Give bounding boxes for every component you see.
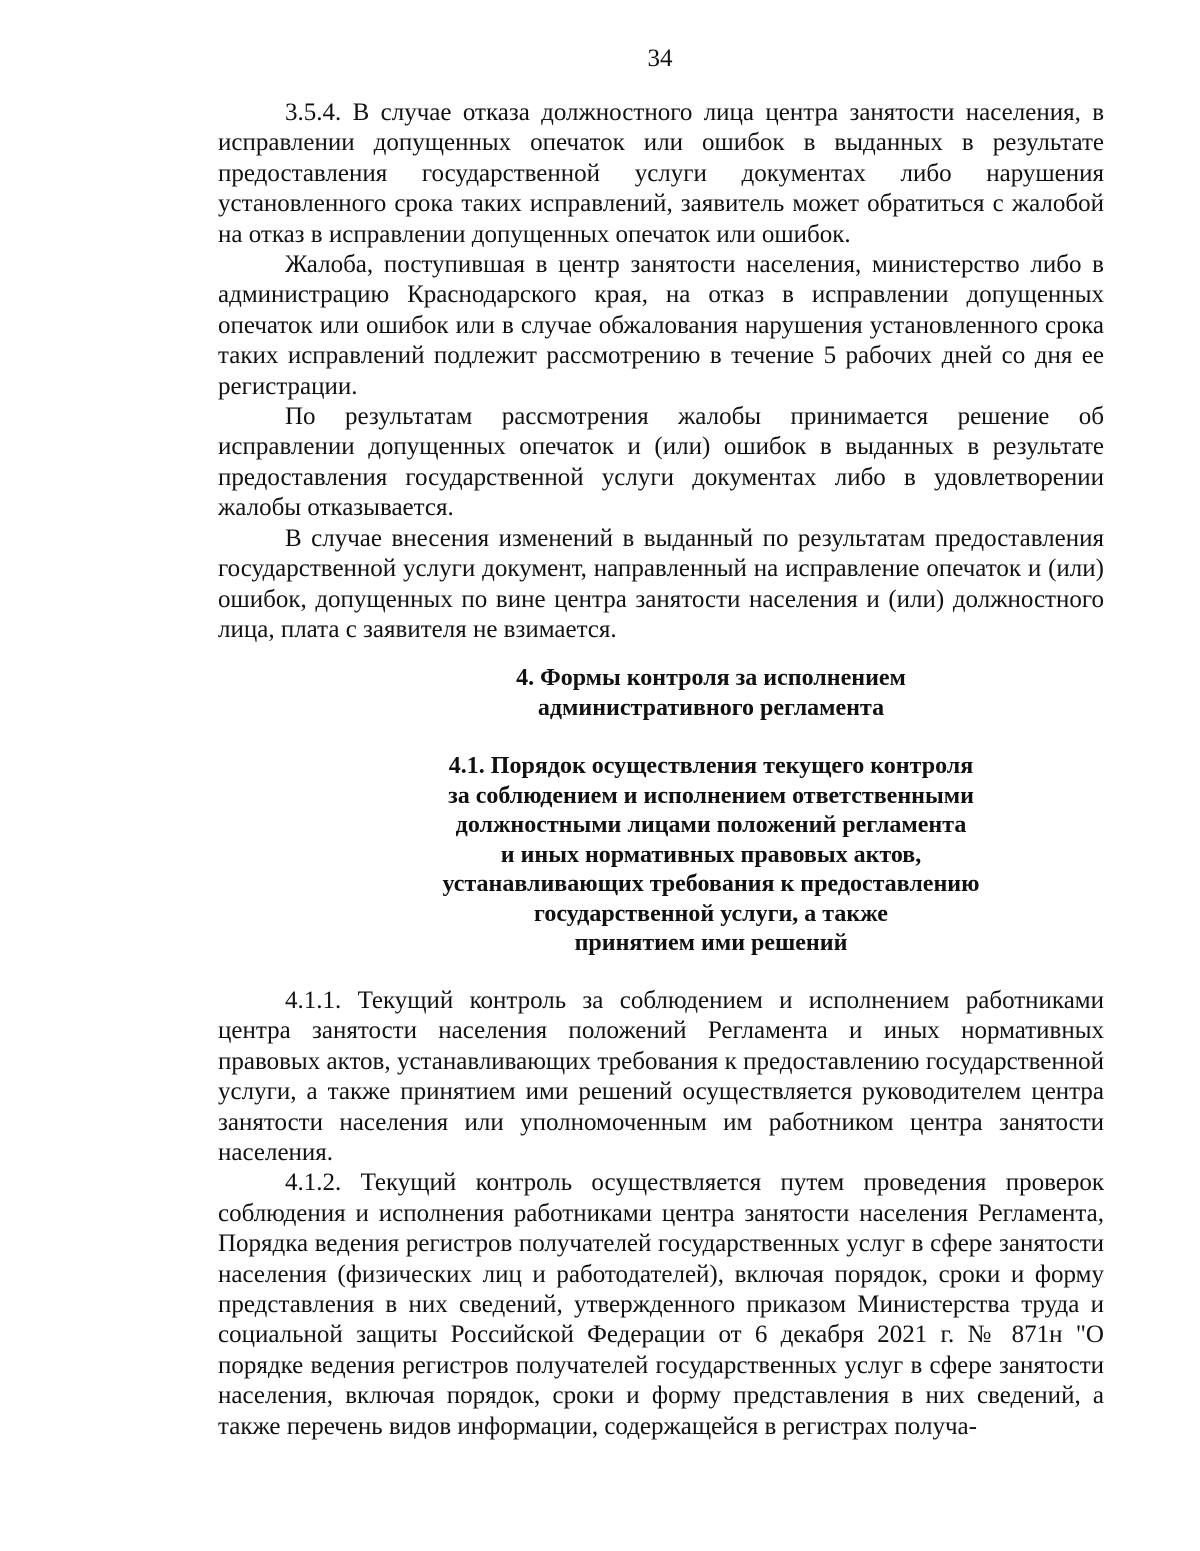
paragraph-decision: По результатам рассмотрения жалобы принимается решение об исправлении допущенных опечаток и (или) ошибок в выданных в результате предоставления государственной услуги документах либо в удовлетворении жалобы отказывается. [218,403,1104,522]
paragraph-no-fee: В случае внесения изменений в выданный по результатам предоставления государственной услуги документ, направленный на исправление опечаток и (или) ошибок, допущенных по вине центра занятости населения и (или) должностного лица, плата с заявителя не взимается. [218,524,1104,643]
page-number: 34 [647,45,673,72]
paragraph-3-5-4: 3.5.4. В случае отказа должностного лица центра занятости населения, в исправлении допущенных опечаток или ошибок в выданных в результате предоставления государственной услуги документах либо нарушения установленного срока таких исправлений, заявитель может обратиться с жалобой на отказ в исправлении допущенных опечаток или ошибок. [218,99,1104,248]
paragraph-4-1-2: 4.1.2. Текущий контроль осуществляется путем проведения проверок соблюдения и исполнения работниками центра занятости населения Регламента, Порядка ведения регистров получателей государственных услуг в сфере занятости населения (физических лиц и работодателей), включая порядок, сроки и форму представления в них сведений, утвержденного приказом Министерства труда и социальной защиты Российской Федерации от 6 декабря 2021 г. № 871н "О порядке ведения регистров получателей государственных услуг в сфере занятости населения, включая порядок, сроки и форму представления в них сведений, а также перечень видов информации, содержащейся в регистрах получа- [218,1169,1104,1440]
subsection-heading-line: устанавливающих требования к предоставлению [442,871,980,897]
subsection-heading [218,752,1104,959]
subsection-heading-line: и иных нормативных правовых актов, [500,841,922,868]
paragraph-4-1-1: 4.1.1. Текущий контроль за соблюдением и исполнением работниками центра занятости населения положений Регламента и иных нормативных правовых актов, устанавливающих требования к предоставлению государственной услуги, а также принятием ими решений осуществляется руководителем центра занятости населения или уполномоченным им работником центра занятости населения. [218,987,1104,1167]
subsection-heading-line: принятием ими решений [574,930,848,956]
subsection-heading-line: за соблюдением и исполнением ответственными [448,782,974,809]
section-heading-line: административного регламента [537,694,885,721]
section-heading-line: 4. Формы контроля за исполнением [516,665,906,691]
section-heading [218,664,1104,723]
subsection-heading-line: должностными лицами положений регламента [455,812,967,838]
body-text-bottom [218,986,1104,1442]
subsection-heading-line: государственной услуги, а также [534,900,888,927]
paragraph-complaint: Жалоба, поступившая в центр занятости населения, министерство либо в администрацию Краснодарского края, на отказ в исправлении допущенных опечаток или ошибок или в случае обжалования нарушения установленного срока таких исправлений подлежит рассмотрению в течение 5 рабочих дней со дня ее регистрации. [218,251,1104,400]
subsection-heading-line: 4.1. Порядок осуществления текущего контроля [448,753,974,779]
body-text-top [218,98,1104,645]
